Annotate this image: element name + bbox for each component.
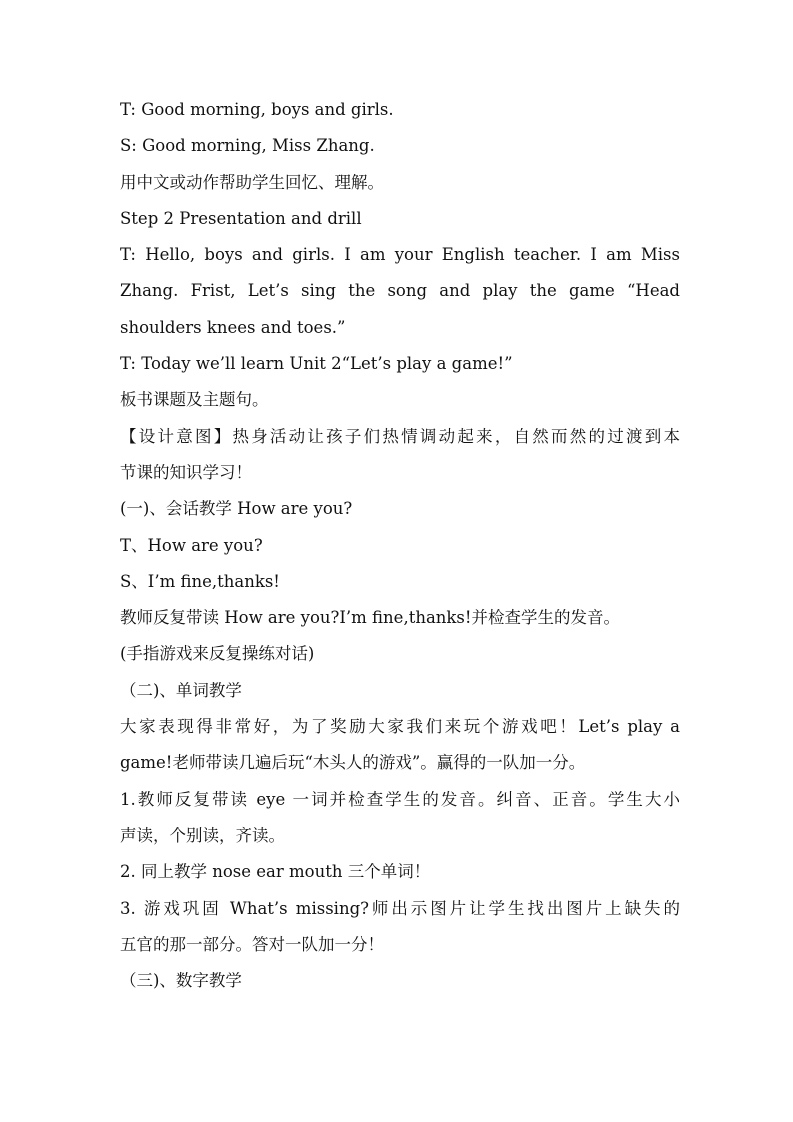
text-line-13: T、How are you?: [120, 535, 263, 555]
text-line-23: 3. 游戏巩固 What’s missing?师出示图片让学生找出图片上缺失的: [120, 898, 680, 918]
text-line-24: 五官的那一部分。答对一队加一分！: [120, 934, 384, 954]
text-line-22: 2. 同上教学 nose ear mouth 三个单词！: [120, 862, 431, 882]
document-body: [120, 92, 680, 999]
text-line-18: 大家表现得非常好，为了奖励大家我们来玩个游戏吧！Let’s play a: [120, 717, 680, 737]
text-line-8: T: Today we’ll learn Unit 2“Let’s play a game!”: [120, 354, 513, 374]
text-line-25: （三)、数字教学: [120, 971, 242, 991]
text-line-1: T: Good morning, boys and girls.: [120, 100, 394, 119]
text-line-11: 节课的知识学习！: [120, 462, 252, 482]
text-line-16: (手指游戏来反复操练对话): [120, 644, 315, 664]
text-line-9: 板书课题及主题句。: [120, 390, 269, 410]
text-line-15: 教师反复带读 How are you?I’m fine,thanks!并检查学生的发音。: [120, 608, 621, 628]
text-line-4: Step 2 Presentation and drill: [120, 208, 362, 228]
text-line-17: （二)、单词教学: [120, 680, 242, 700]
text-line-19: game!老师带读几遍后玩“木头人的游戏”。赢得的一队加一分。: [120, 753, 586, 773]
text-line-3: 用中文或动作帮助学生回忆、理解。: [120, 172, 384, 192]
text-line-21: 声读，个别读，齐读。: [120, 825, 285, 845]
text-line-12: (一)、会话教学 How are you?: [120, 499, 353, 519]
text-line-10: 【设计意图】热身活动让孩子们热情调动起来，自然而然的过渡到本: [120, 426, 680, 446]
text-line-5: T: Hello, boys and girls. I am your English teacher. I am Miss: [120, 245, 680, 265]
text-line-14: S、I’m fine,thanks!: [120, 571, 280, 591]
text-line-20: 1.教师反复带读 eye 一词并检查学生的发音。纠音、正音。学生大小: [120, 789, 680, 809]
text-line-7: shoulders knees and toes.”: [120, 317, 346, 337]
text-line-2: S: Good morning, Miss Zhang.: [120, 136, 375, 156]
text-line-6: Zhang. Frist, Let’s sing the song and play the game “Head: [120, 281, 680, 301]
